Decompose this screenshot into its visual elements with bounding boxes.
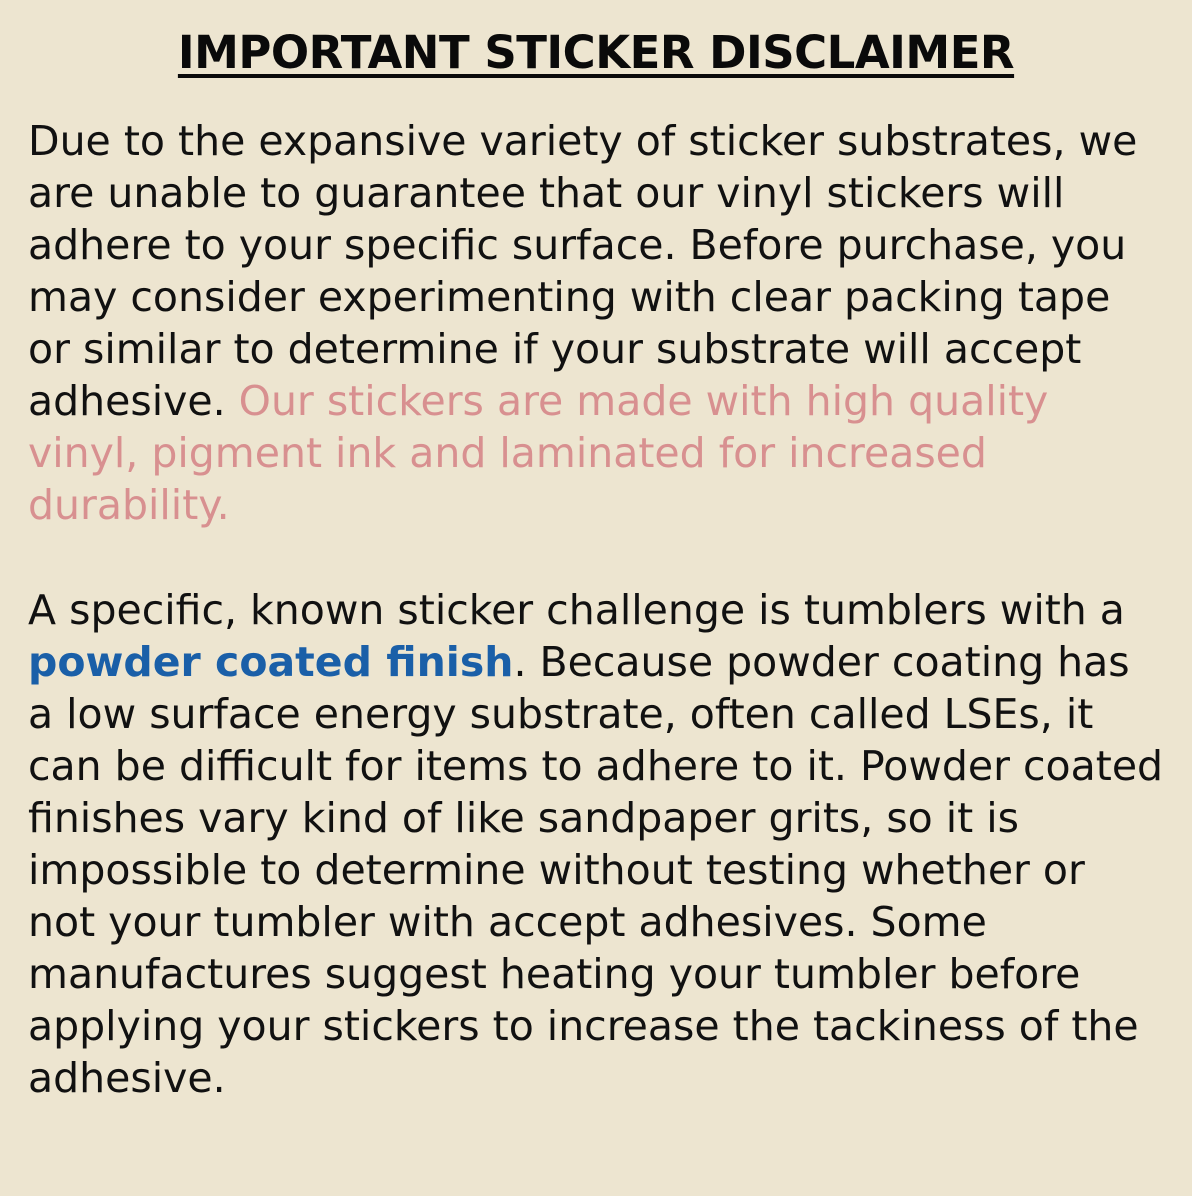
disclaimer-paragraph-1 bbox=[28, 115, 1164, 532]
paragraph-1-text-highlight: Our stickers are made with high quality vinyl, pigment ink and laminated for increased durability. bbox=[28, 377, 1049, 530]
paragraph-2-text-emphasis: powder coated finish bbox=[28, 637, 514, 686]
disclaimer-paragraph-2 bbox=[28, 584, 1164, 1105]
paragraph-2-text-rest: . Because powder coating has a low surface energy substrate, often called LSEs, it can be difficult for items to adhere to it. Powder coated finishes vary kind of like sandpaper grits, so it is impossible to determine without testing whether or not your tumbler with accept adhesives. Some manufactures suggest heating your tumbler before applying your stickers to increase the tackiness of the adhesive. bbox=[28, 637, 1164, 1103]
paragraph-1-text-normal: Due to the expansive variety of sticker substrates, we are unable to guarantee that our vinyl stickers will adhere to your specific surface. Before purchase, you may consider experimenting with clear packing tape or similar to determine if your substrate will accept adhesive. bbox=[28, 117, 1138, 426]
paragraph-2-text-lead: A specific, known sticker challenge is tumblers with a bbox=[28, 585, 1125, 634]
page-title: IMPORTANT STICKER DISCLAIMER bbox=[177, 26, 1015, 79]
